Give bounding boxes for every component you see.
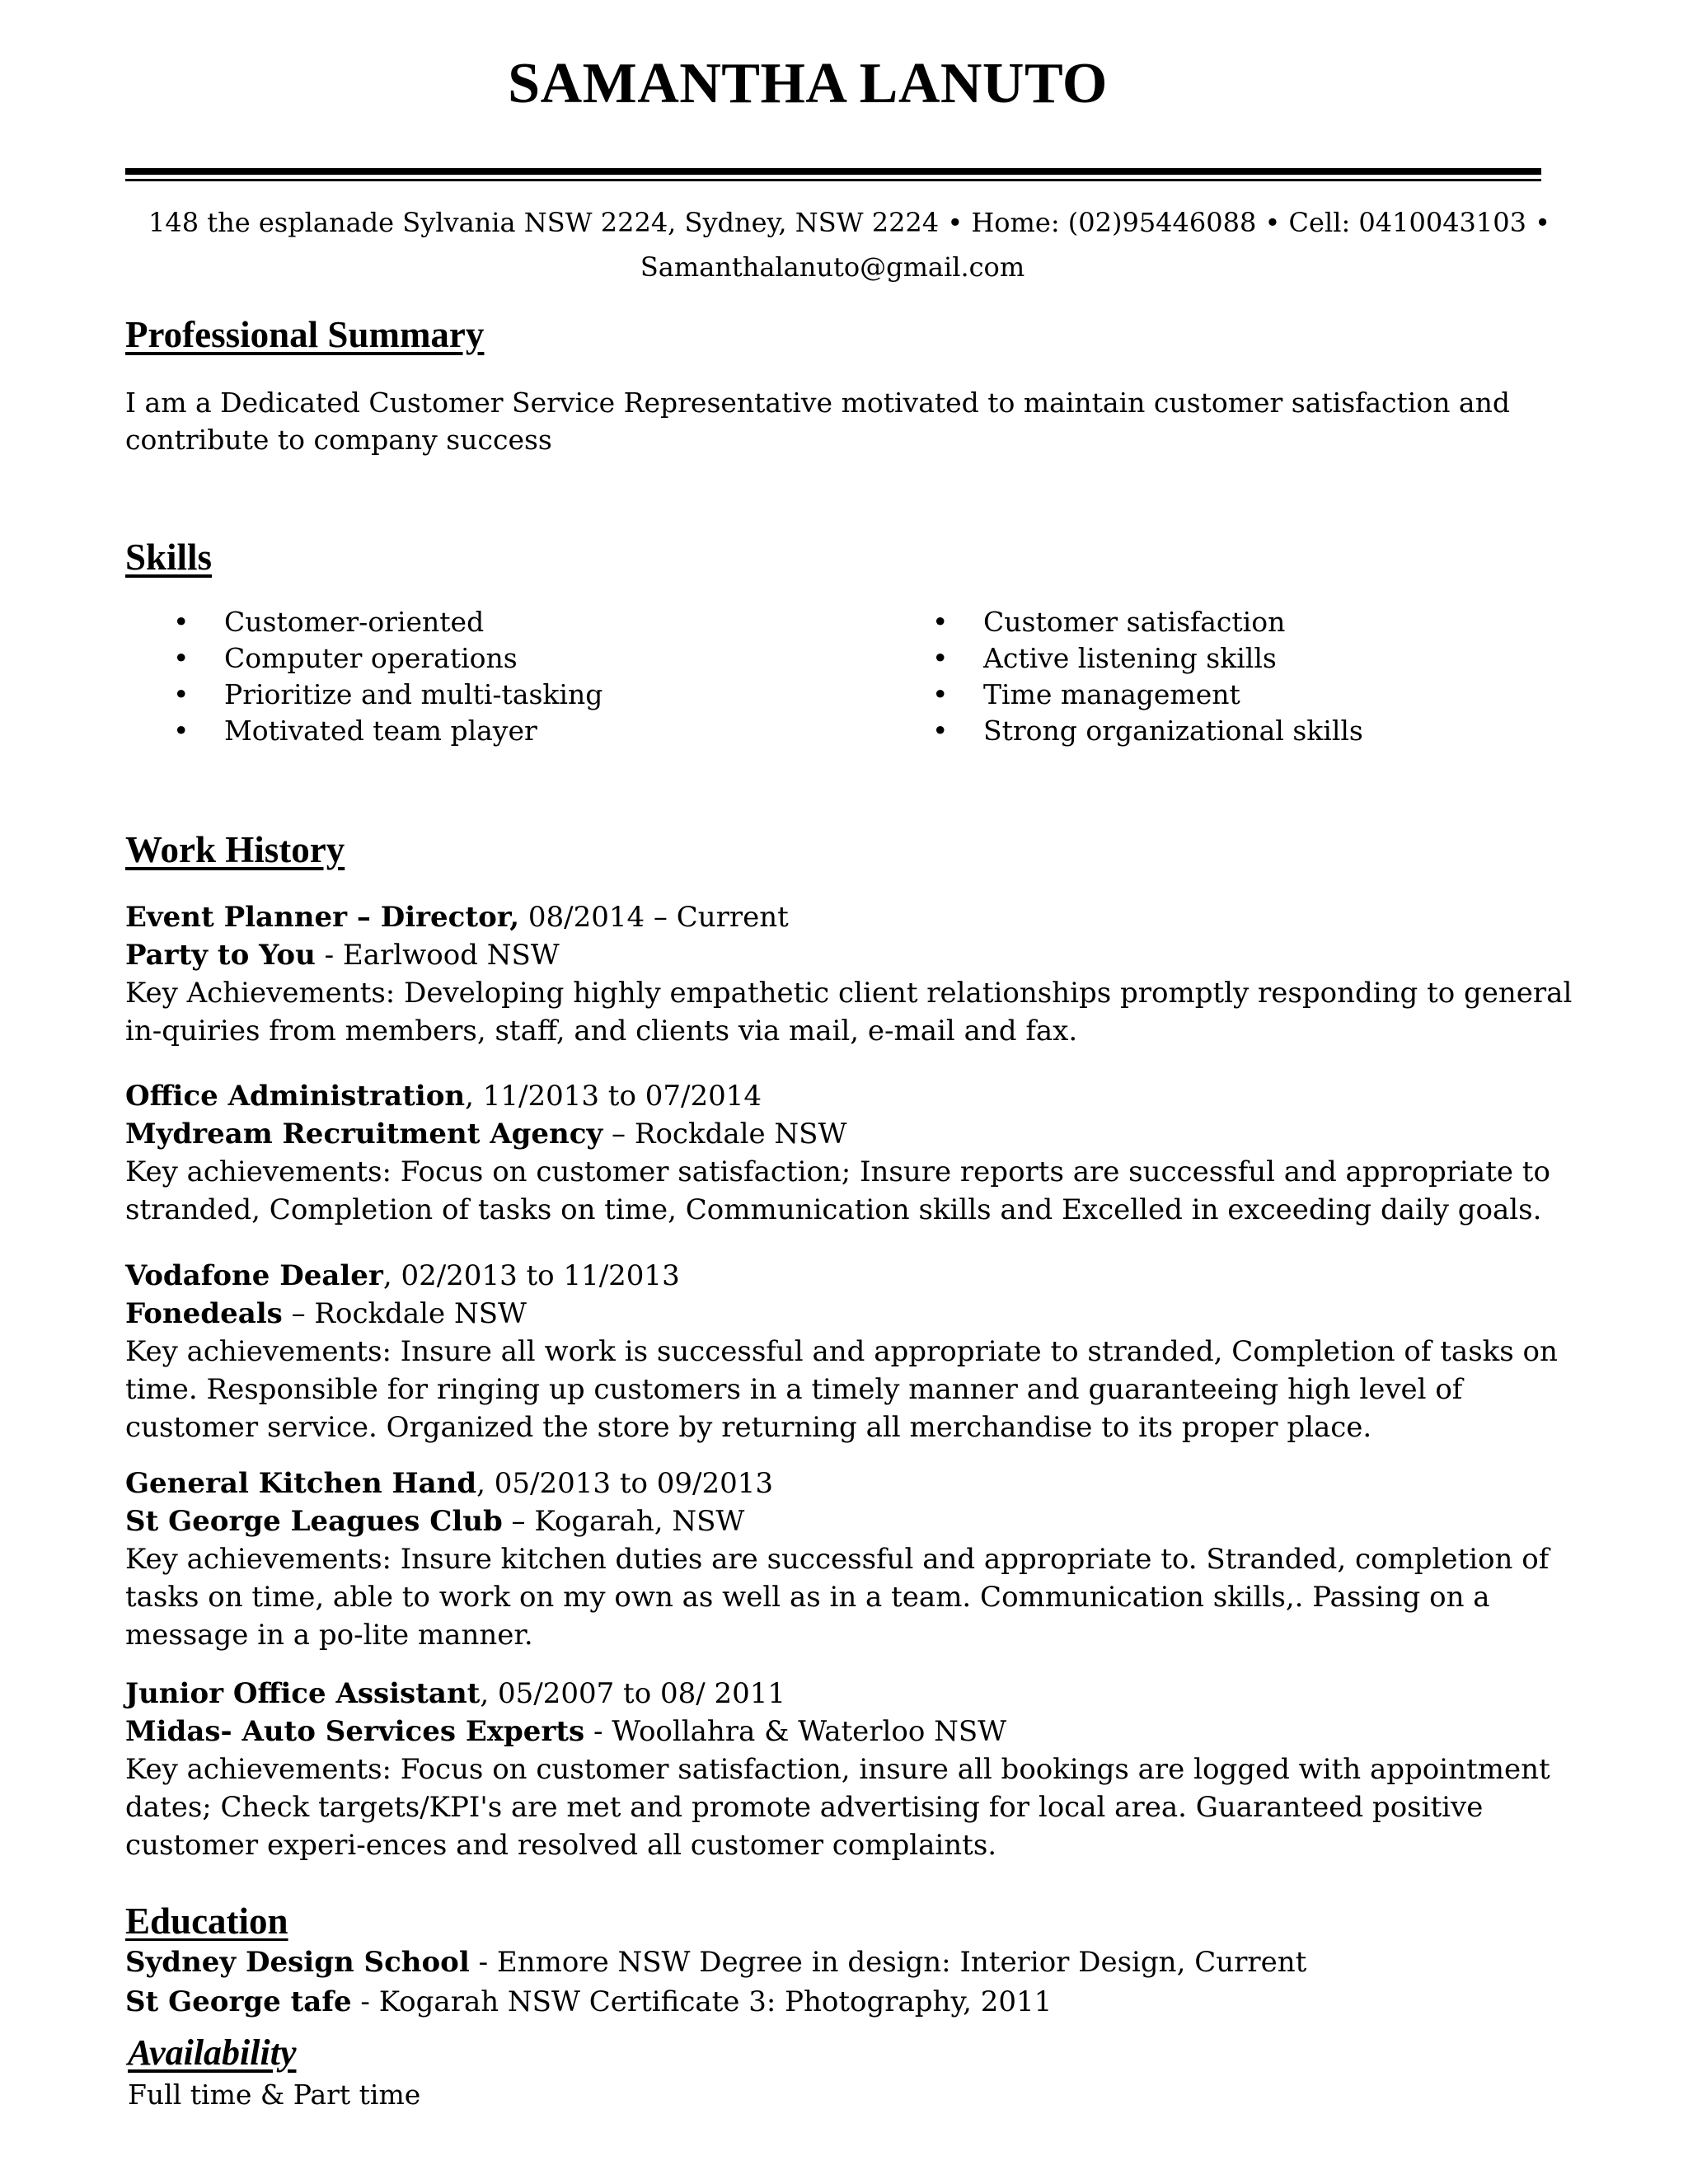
summary-text: I am a Dedicated Customer Service Representative motivated to maintain customer satisfaction and contribute to company success xyxy=(125,387,1510,456)
job-entry xyxy=(125,898,1601,1050)
contact-address-phones: 148 the esplanade Sylvania NSW 2224, Sydney, NSW 2224 • Home: (02)95446088 • Cell: 0410043103 • xyxy=(148,207,1551,238)
job-role: Event Planner – Director, xyxy=(125,901,520,934)
skill-item: • Customer-oriented xyxy=(125,604,603,640)
job-dates: , 02/2013 to 11/2013 xyxy=(382,1259,680,1292)
job-entry xyxy=(125,1465,1601,1654)
job-company: St George Leagues Club xyxy=(125,1505,503,1538)
job-entry xyxy=(125,1077,1601,1229)
job-description: Key achievements: Focus on customer satisfaction; Insure reports are successful and appropriate to stranded, Completion of tasks on time, Communication skills and Excelled in exceeding daily goals. xyxy=(125,1155,1550,1226)
job-description: Key achievements: Insure kitchen duties are successful and appropriate to. Stranded, completion of tasks on time, able to work on my own as well as in a team. Communication skills,. Passing on a message in a po-lite manner. xyxy=(125,1543,1550,1652)
skill-item: • Prioritize and multi-tasking xyxy=(125,677,603,713)
education-item xyxy=(125,1943,1609,1982)
education-item xyxy=(125,1982,1609,2022)
contact-email: Samanthalanuto@gmail.com xyxy=(640,251,1025,283)
skill-item: • Computer operations xyxy=(125,640,603,677)
education-detail: - Enmore NSW Degree in design: Interior Design, Current xyxy=(469,1946,1307,1979)
job-role: Vodafone Dealer xyxy=(125,1259,383,1292)
job-entry xyxy=(125,1257,1601,1446)
availability-text: Full time & Part time xyxy=(128,2079,421,2111)
skill-item: • Motivated team player xyxy=(125,713,603,749)
job-role: General Kitchen Hand xyxy=(125,1467,477,1500)
skill-item: • Active listening skills xyxy=(884,640,1363,677)
job-location: - Woollahra & Waterloo NSW xyxy=(584,1715,1007,1748)
job-description: Key achievements: Insure all work is successful and appropriate to stranded, Completion of tasks on time. Responsible for ringing up customers in a timely manner and guaranteeing high level of customer service. Organized the store by returning all merchandise to its proper place. xyxy=(125,1335,1558,1444)
skill-item: • Time management xyxy=(884,677,1363,713)
job-location: – Rockdale NSW xyxy=(282,1297,527,1330)
summary-heading: Professional Summary xyxy=(125,314,485,355)
work-history-heading: Work History xyxy=(125,829,345,870)
job-location: – Kogarah, NSW xyxy=(502,1505,745,1538)
education-school: St George tafe xyxy=(125,1985,352,2018)
skill-item: • Customer satisfaction xyxy=(884,604,1363,640)
job-role: Office Administration xyxy=(125,1080,466,1113)
job-role: Junior Office Assistant xyxy=(125,1677,481,1710)
job-dates: , 05/2013 to 09/2013 xyxy=(476,1467,774,1500)
education-heading: Education xyxy=(125,1900,288,1942)
skills-heading: Skills xyxy=(125,537,213,578)
job-company: Midas- Auto Services Experts xyxy=(125,1715,585,1748)
education-detail: - Kogarah NSW Certificate 3: Photography, 2011 xyxy=(351,1985,1053,2018)
skills-list-right xyxy=(884,604,1363,749)
availability-heading: Availability xyxy=(128,2032,297,2073)
skill-item: • Strong organizational skills xyxy=(884,713,1363,749)
job-dates: , 05/2007 to 08/ 2011 xyxy=(480,1677,786,1710)
job-company: Party to You xyxy=(125,939,316,972)
header-rule-thin xyxy=(125,179,1541,181)
candidate-name: SAMANTHA LANUTO xyxy=(508,52,1108,115)
job-location: – Rockdale NSW xyxy=(603,1118,847,1151)
education-list xyxy=(125,1943,1609,2022)
header-rule-thick xyxy=(125,168,1541,175)
job-dates: , 11/2013 to 07/2014 xyxy=(465,1080,762,1113)
job-description: Key achievements: Focus on customer satisfaction, insure all bookings are logged with appointment dates; Check targets/KPI's are met and promote advertising for local area. Guaranteed positive customer experi-ences and resolved all customer complaints. xyxy=(125,1753,1550,1862)
contact-info xyxy=(148,200,1551,289)
job-location: - Earlwood NSW xyxy=(315,939,560,972)
job-dates: 08/2014 – Current xyxy=(519,901,789,934)
job-description: Key Achievements: Developing highly empathetic client relationships promptly responding to general in-quiries from members, staff, and clients via mail, e-mail and fax. xyxy=(125,977,1573,1047)
job-company: Mydream Recruitment Agency xyxy=(125,1118,603,1151)
job-company: Fonedeals xyxy=(125,1297,283,1330)
education-school: Sydney Design School xyxy=(125,1946,470,1979)
skills-list-left xyxy=(125,604,603,749)
job-entry xyxy=(125,1675,1601,1864)
